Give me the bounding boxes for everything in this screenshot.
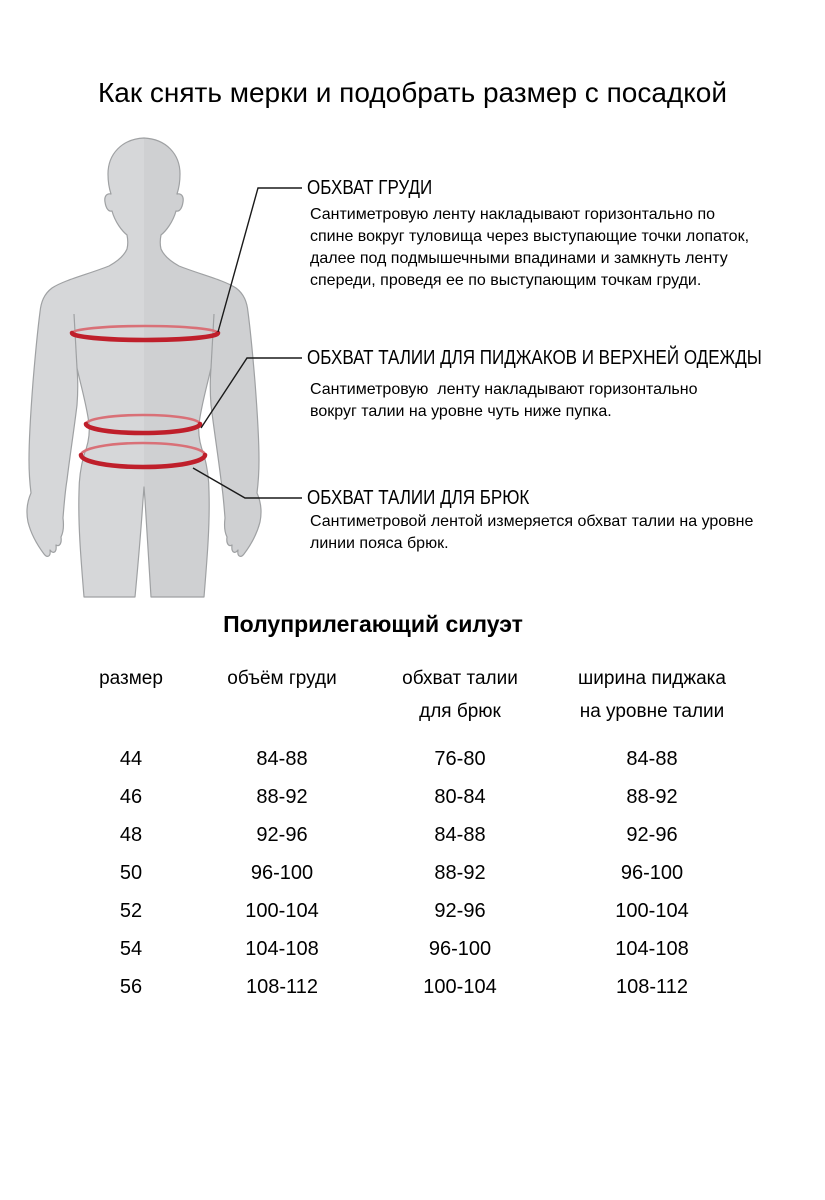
- table-cell: 88-92: [256, 786, 308, 808]
- body-line: Сантиметровую ленту накладывают горизонтально: [310, 381, 698, 398]
- table-row: [0, 816, 770, 854]
- table-cell: 88-92: [434, 862, 486, 884]
- column-header-chest-line2: [207, 699, 357, 725]
- table-cell: 44: [119, 748, 143, 770]
- section-body-jacket-waist: [310, 379, 697, 423]
- table-cell: 46: [119, 786, 143, 808]
- body-line: далее под подмышечными впадинами и замкнуть ленту: [310, 250, 728, 267]
- size-table-header-row-1: [0, 666, 825, 692]
- column-header-jacket-width-line2: на уровне талии: [579, 701, 725, 722]
- body-line: спереди, проведя ее по выступающим точкам груди.: [310, 272, 702, 289]
- size-table-header-row-2: [0, 699, 825, 725]
- table-cell: 84-88: [626, 748, 678, 770]
- section-body-trouser-waist: [310, 511, 753, 555]
- table-cell: 84-88: [256, 748, 308, 770]
- table-row: [0, 778, 770, 816]
- table-cell: 48: [119, 824, 143, 846]
- table-row: [0, 892, 770, 930]
- body-line: Сантиметровой лентой измеряется обхват талии на уровне: [310, 513, 754, 530]
- table-cell: 104-108: [615, 938, 689, 960]
- column-header-waist-line2: для брюк: [419, 701, 501, 722]
- body-line: Сантиметровую ленту накладывают горизонтально по: [310, 206, 716, 223]
- table-cell: 100-104: [423, 976, 497, 998]
- table-cell: 108-112: [616, 976, 688, 998]
- section-heading-chest: ОБХВАТ ГРУДИ: [307, 177, 433, 199]
- male-silhouette-figure: [0, 125, 320, 610]
- table-cell: 50: [119, 862, 143, 884]
- table-cell: 56: [119, 976, 143, 998]
- size-table-title: Полуприлегающий силуэт: [223, 611, 523, 637]
- table-row: [0, 968, 770, 1006]
- table-cell: 92-96: [626, 824, 678, 846]
- column-header-jacket-width: ширина пиджака: [578, 668, 726, 689]
- column-header-waist: обхват талии: [402, 668, 518, 689]
- table-row: [0, 740, 770, 778]
- section-heading-jacket-waist: ОБХВАТ ТАЛИИ ДЛЯ ПИДЖАКОВ И ВЕРХНЕЙ ОДЕЖДЫ: [307, 347, 762, 369]
- body-line: линии пояса брюк.: [310, 535, 449, 552]
- size-table-rows: [0, 740, 770, 1006]
- table-cell: 52: [119, 900, 143, 922]
- table-cell: 100-104: [615, 900, 689, 922]
- column-header-size-line2: [55, 699, 207, 725]
- table-cell: 96-100: [428, 938, 492, 960]
- table-cell: 92-96: [256, 824, 308, 846]
- table-cell: 88-92: [626, 786, 678, 808]
- body-line: вокруг талии на уровне чуть ниже пупка.: [310, 403, 612, 420]
- table-cell: 96-100: [620, 862, 684, 884]
- table-cell: 100-104: [245, 900, 319, 922]
- body-line: спине вокруг туловища через выступающие точки лопаток,: [310, 228, 750, 245]
- silhouette-body: [27, 138, 261, 597]
- section-body-chest: [310, 204, 749, 292]
- table-row: [0, 854, 770, 892]
- table-cell: 76-80: [434, 748, 486, 770]
- table-cell: 96-100: [250, 862, 314, 884]
- table-row: [0, 930, 770, 968]
- table-cell: 104-108: [245, 938, 319, 960]
- page-title: Как снять мерки и подобрать размер с посадкой: [97, 77, 728, 108]
- table-cell: 92-96: [434, 900, 486, 922]
- table-cell: 84-88: [434, 824, 486, 846]
- table-cell: 80-84: [434, 786, 486, 808]
- column-header-chest: объём груди: [227, 668, 337, 689]
- section-heading-trouser-waist: ОБХВАТ ТАЛИИ ДЛЯ БРЮК: [307, 487, 530, 509]
- table-cell: 108-112: [246, 976, 318, 998]
- column-header-size: размер: [99, 668, 163, 689]
- table-cell: 54: [119, 938, 143, 960]
